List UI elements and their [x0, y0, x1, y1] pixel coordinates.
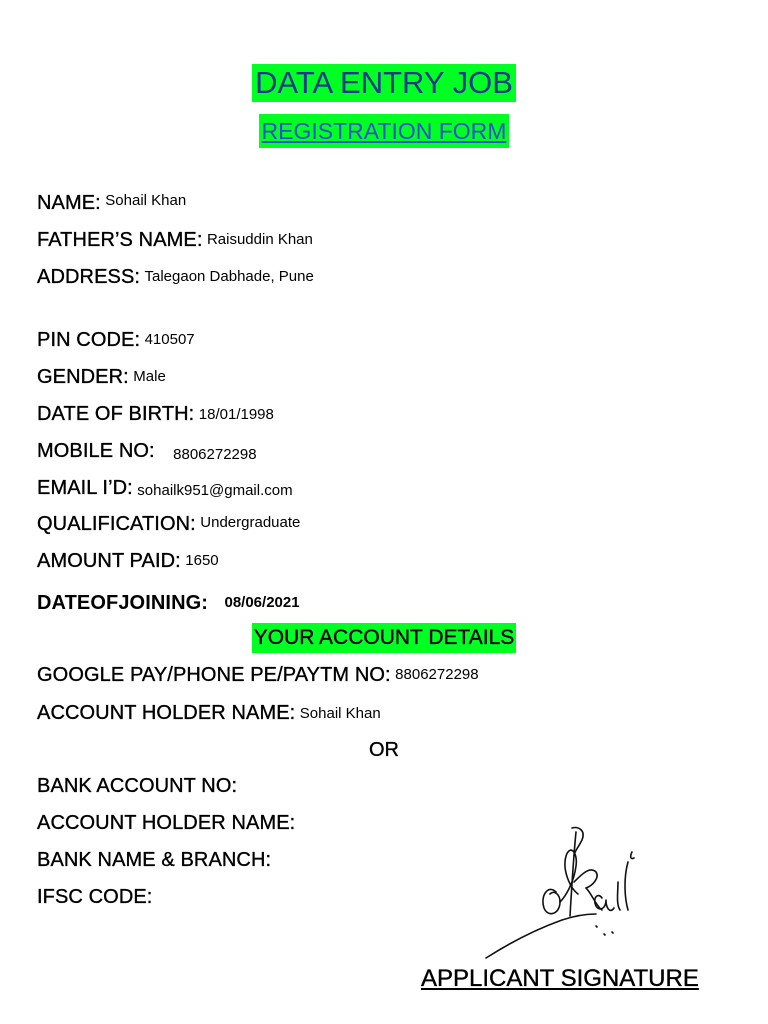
address-label: ADDRESS: [37, 266, 141, 288]
bank-name-row [37, 849, 271, 872]
upi-value: 8806272298 [395, 666, 479, 683]
ifsc-label: IFSC CODE: [37, 886, 153, 908]
subtitle-container [0, 114, 768, 148]
mobile-value: 8806272298 [173, 446, 257, 463]
upi-label: GOOGLE PAY/PHONE PE/PAYTM NO: [37, 664, 391, 686]
applicant-signature-label: APPLICANT SIGNATURE [421, 965, 699, 992]
father-name-value: Raisuddin Khan [206, 231, 313, 248]
address-row [37, 266, 314, 289]
handwritten-signature [478, 822, 648, 962]
qualification-label: QUALIFICATION: [37, 513, 196, 535]
father-name-label: FATHER’S NAME: [37, 229, 203, 251]
address-value: Talegaon Dabhade, Pune [144, 268, 314, 285]
mobile-label: MOBILE NO: [37, 440, 155, 462]
title-container [0, 64, 768, 102]
pin-code-label: PIN CODE: [37, 329, 141, 351]
date-of-joining-label: DATEOFJOINING: [37, 592, 209, 614]
upi-row [37, 664, 479, 687]
ifsc-row [37, 886, 152, 909]
email-value: sohailk951@gmail.com [137, 482, 293, 499]
bank-holder-row [37, 812, 295, 835]
bank-holder-label: ACCOUNT HOLDER NAME: [37, 812, 296, 834]
pin-code-row [37, 329, 195, 352]
account-holder-row [37, 702, 381, 725]
pin-code-value: 410507 [144, 331, 195, 348]
gender-row [37, 366, 166, 389]
account-heading-container [0, 623, 768, 653]
dob-label: DATE OF BIRTH: [37, 403, 195, 425]
name-value: Sohail Khan [105, 192, 187, 209]
amount-paid-label: AMOUNT PAID: [37, 550, 181, 572]
email-row [37, 477, 293, 500]
name-label: NAME: [37, 192, 101, 214]
father-name-row [37, 229, 313, 252]
bank-account-row [37, 775, 237, 798]
gender-label: GENDER: [37, 366, 129, 388]
gender-value: Male [133, 368, 166, 385]
dob-value: 18/01/1998 [198, 406, 274, 423]
qualification-row [37, 513, 300, 536]
mobile-row [37, 440, 257, 463]
amount-paid-value: 1650 [185, 552, 219, 569]
account-holder-label: ACCOUNT HOLDER NAME: [37, 702, 296, 724]
email-label: EMAIL I’D: [37, 477, 133, 499]
account-heading: YOUR ACCOUNT DETAILS [252, 623, 517, 653]
name-row [37, 192, 186, 215]
or-separator: OR [369, 739, 399, 761]
dob-row [37, 403, 274, 426]
qualification-value: Undergraduate [200, 514, 301, 531]
account-holder-value: Sohail Khan [299, 705, 381, 722]
amount-paid-row [37, 550, 219, 573]
bank-name-label: BANK NAME & BRANCH: [37, 849, 272, 871]
date-of-joining-row [37, 592, 300, 615]
date-of-joining-value: 08/06/2021 [224, 594, 300, 611]
form-title: DATA ENTRY JOB [252, 64, 516, 102]
form-subtitle: REGISTRATION FORM [259, 114, 510, 148]
bank-account-label: BANK ACCOUNT NO: [37, 775, 238, 797]
